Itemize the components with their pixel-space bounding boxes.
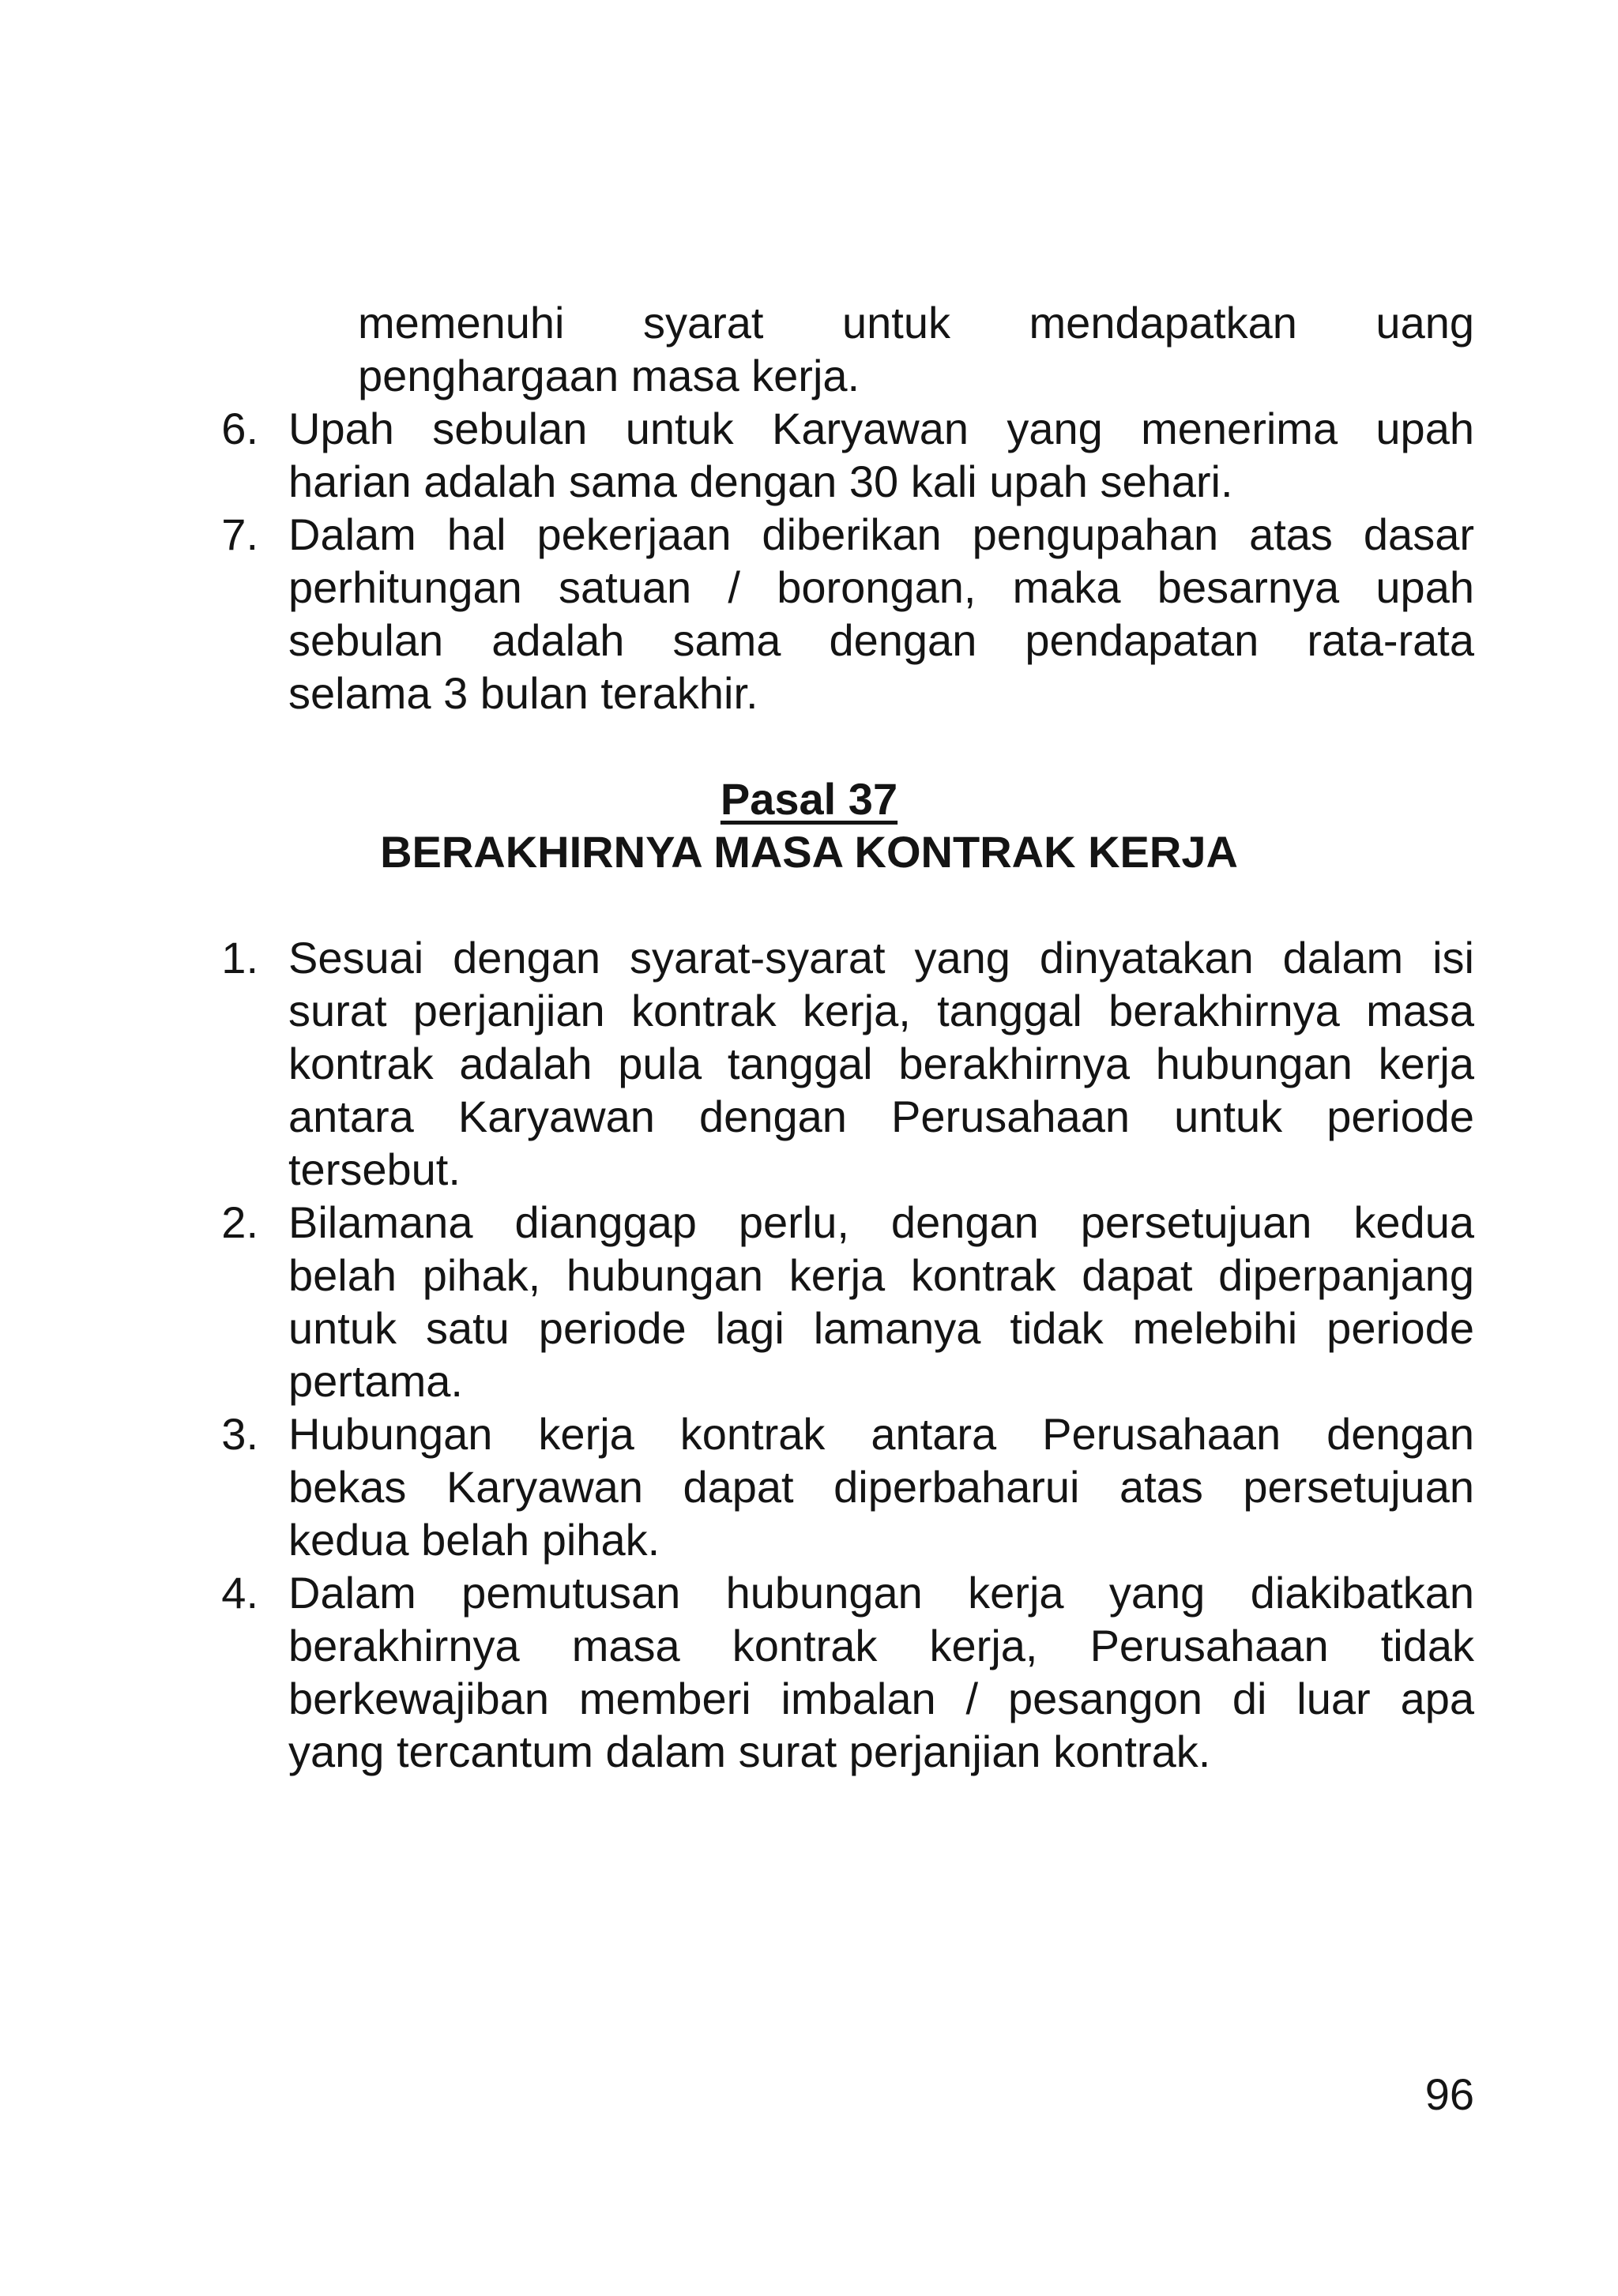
list-item-number: 4. — [221, 1568, 258, 1618]
article-number: Pasal 37 — [720, 774, 898, 824]
list-item-line: perhitungan satuan / borongan, maka besarnya upah — [288, 562, 1474, 612]
list-item-line: bekas Karyawan dapat diperbaharui atas persetujuan — [288, 1462, 1474, 1512]
section-title: BERAKHIRNYA MASA KONTRAK KERJA — [380, 827, 1238, 877]
list-item-line: Dalam pemutusan hubungan kerja yang diakibatkan — [288, 1568, 1474, 1618]
list-item-line: Upah sebulan untuk Karyawan yang menerima upah — [288, 404, 1474, 453]
list-item-number: 7. — [221, 509, 258, 559]
list-item-line: berkewajiban memberi imbalan / pesangon di luar apa — [288, 1674, 1474, 1723]
continuation-line: memenuhi syarat untuk mendapatkan uang — [358, 298, 1474, 348]
list-item-line: Bilamana dianggap perlu, dengan persetujuan kedua — [288, 1197, 1474, 1247]
list-item-line: kedua belah pihak. — [288, 1515, 660, 1565]
list-item-number: 6. — [221, 404, 258, 453]
list-item-line: antara Karyawan dengan Perusahaan untuk periode — [288, 1092, 1474, 1141]
list-item-line: kontrak adalah pula tanggal berakhirnya hubungan kerja — [288, 1039, 1474, 1088]
list-item-number: 2. — [221, 1197, 258, 1247]
list-item-line: tersebut. — [288, 1144, 461, 1194]
list-item-line: yang tercantum dalam surat perjanjian kontrak. — [288, 1727, 1211, 1776]
list-item-line: Hubungan kerja kontrak antara Perusahaan dengan — [288, 1409, 1474, 1459]
list-item-line: untuk satu periode lagi lamanya tidak melebihi periode — [288, 1303, 1474, 1353]
list-item-line: pertama. — [288, 1356, 463, 1406]
continuation-line: penghargaan masa kerja. — [358, 351, 860, 400]
list-item-line: belah pihak, hubungan kerja kontrak dapat diperpanjang — [288, 1250, 1474, 1300]
list-item-line: sebulan adalah sama dengan pendapatan rata-rata — [288, 615, 1474, 665]
list-item-line: Dalam hal pekerjaan diberikan pengupahan atas dasar — [288, 509, 1474, 559]
page-number: 96 — [1424, 2069, 1474, 2119]
list-item-line: berakhirnya masa kontrak kerja, Perusahaan tidak — [288, 1621, 1474, 1670]
list-item-line: surat perjanjian kontrak kerja, tanggal berakhirnya masa — [288, 986, 1474, 1035]
list-item-line: Sesuai dengan syarat-syarat yang dinyatakan dalam isi — [288, 933, 1474, 983]
list-item-line: selama 3 bulan terakhir. — [288, 668, 758, 718]
article-heading — [0, 772, 1618, 825]
list-item-number: 1. — [221, 933, 258, 983]
list-item-line: harian adalah sama dengan 30 kali upah sehari. — [288, 457, 1233, 506]
list-item-number: 3. — [221, 1409, 258, 1459]
